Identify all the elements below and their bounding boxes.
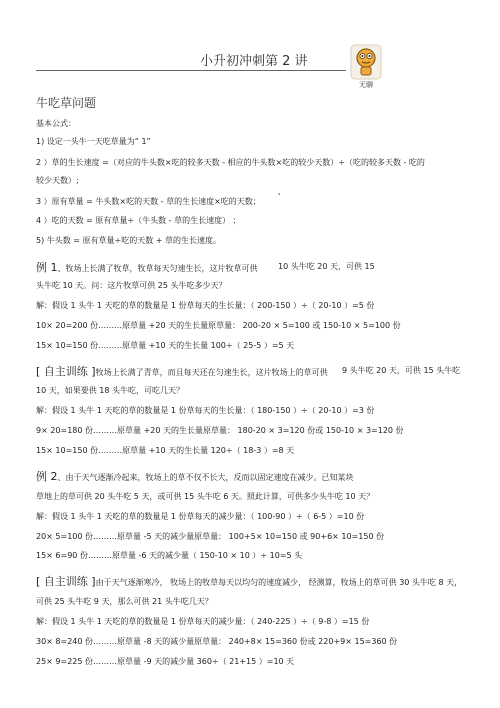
practice-2-question-line-1 <box>36 573 462 589</box>
example-2-question-line-2: 草地上的草可供 20 头牛吃 5 天，或可供 15 头牛吃 6 天。照此计算，可供多少头牛吃 10 天？ <box>36 492 375 501</box>
logo-caption: 无聊 <box>359 81 373 89</box>
practice-2-label: [ 自主训练 ] <box>36 575 96 588</box>
example-2-solution-3: 15× 6=90 份………原草量 -6 天的减少量（ 150-10 × 10 ）÷ 10=5 头 <box>36 551 303 560</box>
example-2-solution-1: 解：假设 1 头牛 1 天吃的草的数量是 1 份草每天的减少量：（ 100-90 ）÷（ 6-5 ）=10 份 <box>36 512 365 521</box>
section-title: 牛吃草问题 <box>36 96 97 110</box>
formula-2-line-2: 较少天数）; <box>36 176 79 185</box>
example-1-label: 例 1 <box>36 261 58 274</box>
practice-2-question-text: 由于天气逐渐寒冷， 牧场上的牧草每天以均匀的速度减少， 经测算，牧场上的草可供 30 头牛吃 8 天， <box>95 578 463 587</box>
example-1-solution-2: 10× 20=200 份………原草量 +20 天的生长量原草量： 200-20 × 5=100 或 150-10 × 5=100 份 <box>36 321 401 330</box>
example-2-solution-2: 20× 5=100 份………原草量 -5 天的减少量原草量： 100+5× 10=150 或 90+6× 10=150 份 <box>36 532 385 541</box>
formula-5: 5) 牛头数 = 原有草量÷吃的天数 + 草的生长速度。 <box>36 236 222 245</box>
formula-1: 1) 设定一头牛一天吃草量为“ 1” <box>36 137 151 146</box>
practice-2-question-line-2: 可供 25 头牛吃 9 天，那么可供 21 头牛吃几天？ <box>36 597 213 606</box>
formula-4: 4 ）吃的天数 = 原有草量÷（牛头数 - 草的生长速度） ； <box>36 216 241 225</box>
stray-mark: ' <box>278 192 281 201</box>
practice-1-solution-1: 解：假设 1 头牛 1 天吃的草的数量是 1 份草每天的生长量：（ 180-150 ）÷（ 20-10 ）=3 份 <box>36 406 375 415</box>
practice-1-label: [ 自主训练 ] <box>36 365 96 378</box>
example-1-question-line-1b: 10 头牛吃 20 天，可供 15 <box>278 262 375 271</box>
practice-1-question-line-1b: 9 头牛吃 20 天，可供 15 头牛吃 <box>342 366 461 375</box>
formula-3: 3 ）原有草量 = 牛头数×吃的天数 - 草的生长速度×吃的天数； <box>36 197 261 206</box>
mascot-icon <box>350 44 382 80</box>
example-1-question-line-2: 头牛吃 10 天。问：这片牧草可供 25 头牛吃多少天？ <box>36 281 227 290</box>
example-1-question-line-1 <box>36 259 258 275</box>
practice-1-question-line-2: 10 天，如果要供 18 头牛吃，可吃几天？ <box>36 386 184 395</box>
practice-1-solution-2: 9× 20=180 份………原草量 +20 天的生长量原草量： 180-20 × 3=120 份或 150-10 × 3=120 份 <box>36 426 404 435</box>
header-divider <box>36 70 346 71</box>
practice-2-solution-1: 解：假设 1 头牛 1 天吃的草的数量是 1 份草每天的减少量：（ 240-225 ）÷（ 9-8 ）=15 份 <box>36 617 370 626</box>
example-2-label: 例 2 <box>36 470 58 483</box>
logo <box>350 44 382 92</box>
example-1-solution-1: 解：假设 1 头牛 1 天吃的草的数量是 1 份草每天的生长量：（ 200-150 ）÷（ 20-10 ）=5 份 <box>36 301 375 310</box>
practice-1-question-line-1 <box>36 363 328 379</box>
formula-2-line-1: 2 ）草的生长速度 =（对应的牛头数×吃的较多天数 - 相应的牛头数×吃的较少天数）÷（吃的较多天数 - 吃的 <box>36 158 425 167</box>
example-2-question-text: 、由于天气逐渐冷起来，牧场上的草不仅不长大，反而以固定速度在减少。已知某块 <box>57 473 354 482</box>
example-1-solution-3: 15× 10=150 份………原草量 +10 天的生长量 100÷（ 25-5 ）=5 天 <box>36 341 295 350</box>
practice-2-solution-2: 30× 8=240 份………原草量 -8 天的减少量原草量： 240+8× 15=360 份或 220+9× 15=360 份 <box>36 637 398 646</box>
example-2-question-line-1 <box>36 468 354 484</box>
formulas-heading: 基本公式： <box>36 119 76 128</box>
practice-1-solution-3: 15× 10=150 份………原草量 +10 天的生长量 120÷（ 18-3 ）=8 天 <box>36 446 295 455</box>
page-title: 小升初冲刺第 2 讲 <box>200 54 308 69</box>
practice-1-question-text: 牧场上长满了青草，而且每天还在匀速生长，这片牧场上的草可供 <box>95 368 328 377</box>
practice-2-solution-3: 25× 9=225 份………原草量 -9 天的减少量 360÷（ 21+15 ）=10 天 <box>36 657 295 666</box>
example-1-question-text: 、牧场上长满了牧草，牧草每天匀速生长，这片牧草可供 <box>57 264 258 273</box>
